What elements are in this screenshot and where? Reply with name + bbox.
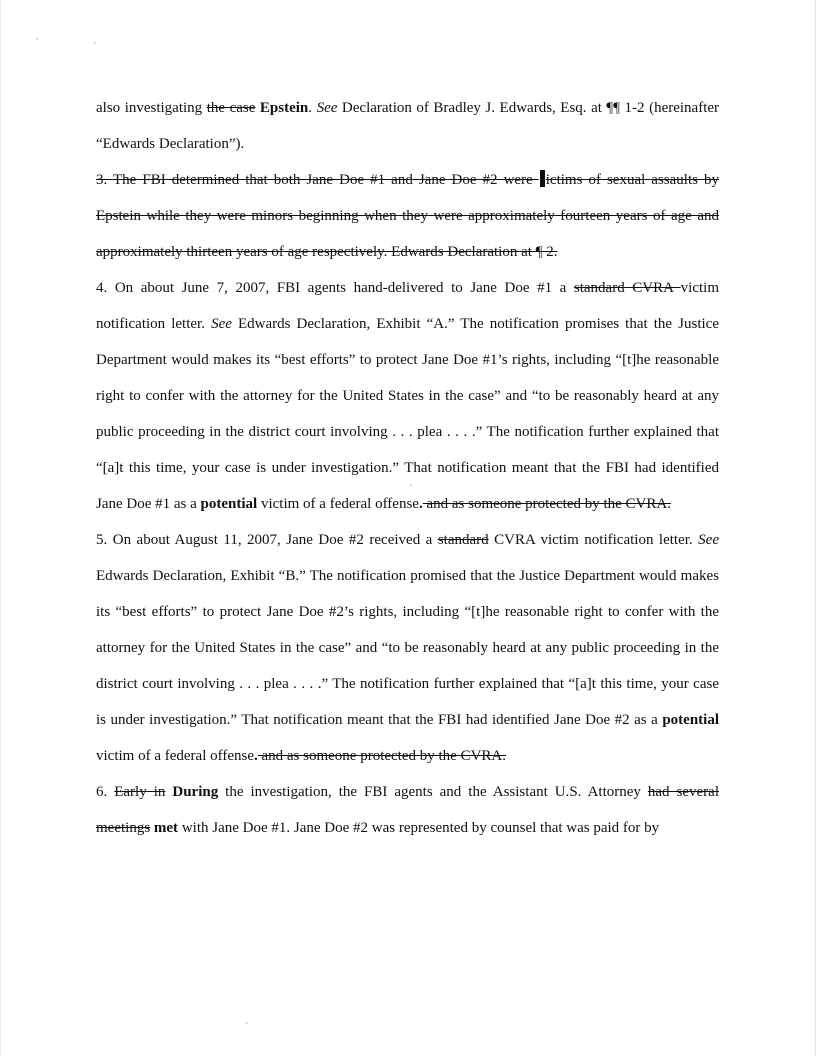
paragraph-3	[96, 162, 719, 270]
paragraph-text: victim of a federal offense	[257, 496, 419, 512]
paragraph-text: with Jane Doe #1. Jane Doe #2 was represented by counsel that was paid for by	[178, 820, 660, 836]
inserted-text: Epstein	[259, 100, 309, 116]
deleted-text: Early in	[114, 784, 166, 800]
scan-speck	[246, 1022, 248, 1024]
paragraph-text: victim notification letter.	[96, 280, 719, 332]
paragraph-text: CVRA victim notification letter.	[488, 532, 699, 548]
deleted-text: ictims of sexual assaults by Epstein while they were minors beginning when they were approximately fourteen years of age and approximately thirteen years of age respectively. Edwards Declaration at ¶ 2.	[96, 172, 720, 260]
paragraph-text: the investigation, the FBI agents and the Assistant U.S. Attorney	[218, 784, 648, 800]
citation-signal: See	[698, 532, 719, 548]
cursor-mark	[540, 170, 545, 187]
citation-signal: See	[211, 316, 232, 332]
citation-signal: See	[316, 100, 338, 116]
paragraph-text: Edwards Declaration, Exhibit “B.” The notification promised that the Justice Department would makes its “best efforts” to protect Jane Doe #2’s rights, including “[t]he reasonable right to confer with the attorney for the United States in the case” and “to be reasonably heard at any public proceeding in the district court involving . . . plea . . . .” The notification further explained that “[a]t this time, your case is under investigation.” That notification meant that the FBI had identified Jane Doe #2 as a	[96, 568, 719, 728]
document-body	[96, 90, 719, 846]
paragraph-4	[96, 270, 719, 522]
scan-speck	[36, 38, 38, 40]
deleted-text: standard CVRA	[573, 280, 681, 296]
scan-speck	[94, 42, 96, 44]
deleted-text: had several meetings	[96, 784, 720, 836]
inserted-text: During	[172, 784, 219, 800]
paragraph-text: 4. On about June 7, 2007, FBI agents hand-delivered to Jane Doe #1 a	[96, 280, 574, 296]
paragraph-5	[96, 522, 719, 774]
inserted-text: met	[153, 820, 179, 836]
deleted-text: and as someone protected by the CVRA.	[422, 496, 671, 512]
paragraph-text: victim of a federal offense	[96, 748, 254, 764]
paragraph-text: 6.	[96, 784, 115, 800]
paragraph-text: Edwards Declaration, Exhibit “A.” The notification promises that the Justice Department would makes its “best efforts” to protect Jane Doe #1’s rights, including “[t]he reasonable right to confer with the attorney for the United States in the case” and “to be reasonably heard at any public proceeding in the district court involving . . . plea . . . .” The notification further explained that “[a]t this time, your case is under investigation.” That notification meant that the FBI had identified Jane Doe #1 as a	[96, 316, 719, 512]
paragraph-text: 5. On about August 11, 2007, Jane Doe #2 received a	[96, 532, 438, 548]
intro-text: .	[308, 100, 317, 116]
deleted-text: 3. The FBI determined that both Jane Doe #1 and Jane Doe #2 were	[96, 172, 539, 188]
paragraph-6	[96, 774, 719, 846]
paragraph-intro	[96, 90, 719, 162]
left-scan-edge	[0, 0, 1, 1056]
inserted-text: .	[418, 496, 423, 512]
deleted-text: and as someone protected by the CVRA.	[257, 748, 507, 764]
emphasis-text: potential	[200, 496, 258, 512]
intro-text: Declaration of Bradley J. Edwards, Esq. at ¶¶ 1-2 (hereinafter “Edwards Declaration”).	[96, 100, 720, 152]
intro-text: also investigating	[96, 100, 207, 116]
deleted-text: the case	[206, 100, 256, 116]
inserted-text: .	[253, 748, 258, 764]
deleted-text: standard	[437, 532, 489, 548]
emphasis-text: potential	[662, 712, 719, 728]
